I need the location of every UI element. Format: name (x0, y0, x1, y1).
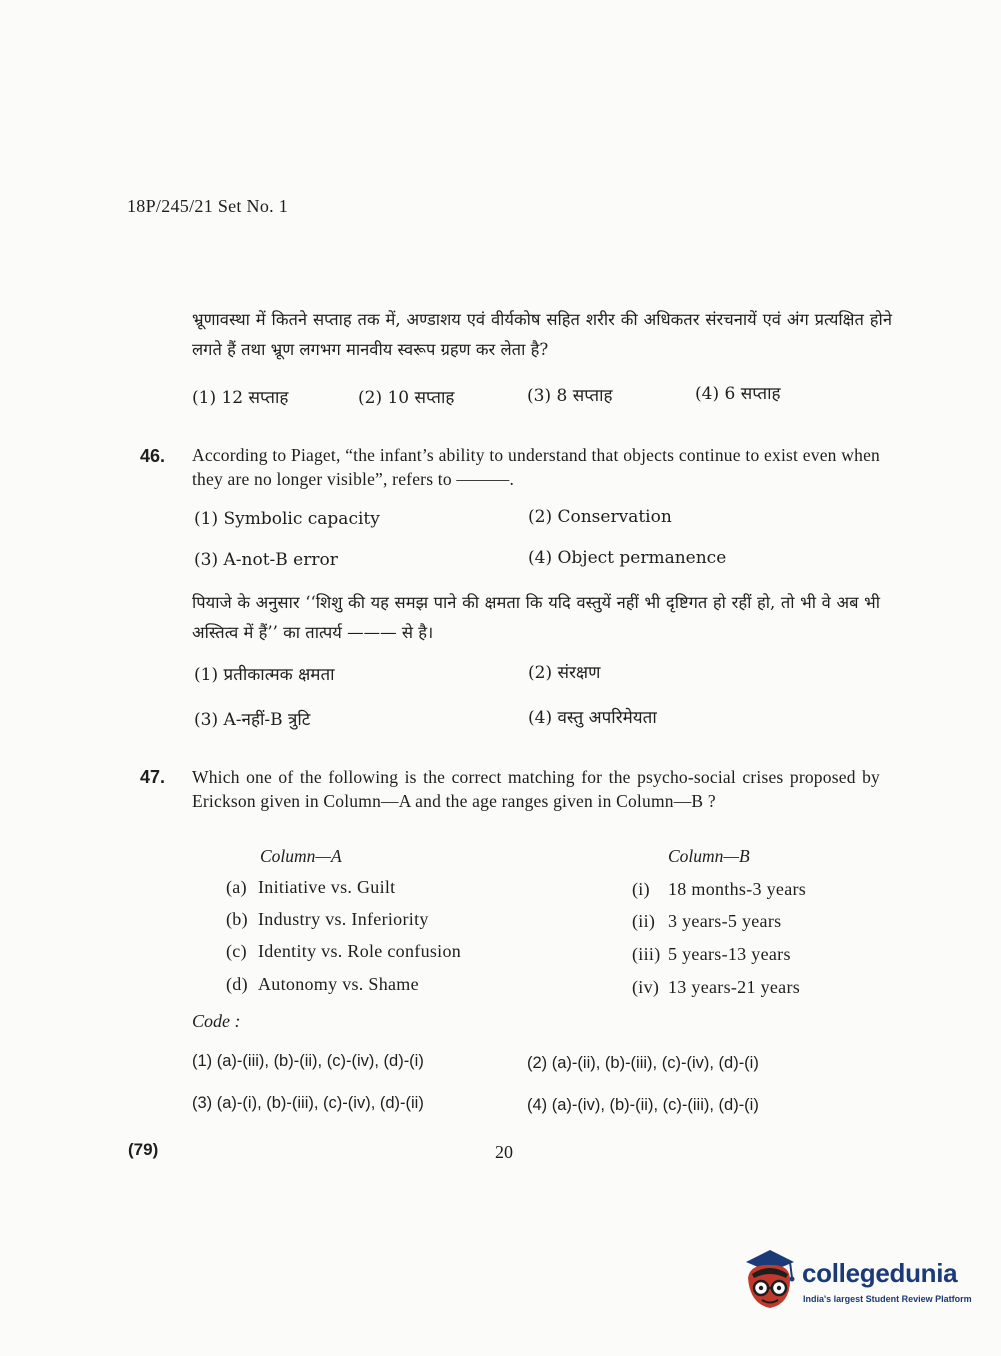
column-a-label: Identity vs. Role confusion (258, 941, 462, 961)
column-a-tag: (b) (226, 909, 248, 929)
column-b-item (632, 977, 800, 998)
column-b-item (632, 944, 791, 965)
q47-code-option-3: (3) (a)-(i), (b)-(iii), (c)-(iv), (d)-(ii) (192, 1094, 424, 1112)
q46-hindi-option-1: (1) प्रतीकात्मक क्षमता (194, 665, 335, 685)
page-number: 20 (495, 1142, 513, 1162)
column-a-item (226, 974, 419, 995)
code-label: Code : (192, 1011, 241, 1031)
column-b-label: 18 months-3 years (668, 879, 807, 899)
mascot-icon (740, 1248, 800, 1314)
brand-tagline: India's largest Student Review Platform (803, 1294, 972, 1304)
q46-number: 46. (140, 446, 166, 466)
column-b-tag: (iii) (632, 944, 661, 964)
q46-hindi-option-4: (4) वस्तु अपरिमेयता (528, 708, 657, 728)
page-code: (79) (128, 1140, 159, 1159)
q45-hindi-text: भ्रूणावस्था में कितने सप्ताह तक में, अण्डाशय एवं वीर्यकोष सहित शरीर की अधिकतर संरचनायें एवं अंग प्रत्यक्षित होने लगते हैं तथा भ्रूण लगभग मानवीय स्वरूप ग्रहण कर लेता है? (192, 310, 892, 359)
collegedunia-watermark (740, 1248, 970, 1320)
column-b-title: Column—B (668, 846, 750, 866)
q45-option-3: (3) 8 सप्ताह (527, 386, 613, 406)
column-a-title: Column—A (260, 846, 342, 866)
q46-option-4: (4) Object permanence (528, 548, 727, 568)
q47-code-option-1: (1) (a)-(iii), (b)-(ii), (c)-(iv), (d)-(i) (192, 1052, 424, 1070)
q46-hindi-option-3: (3) A-नहीं-B त्रुटि (194, 710, 311, 730)
column-a-label: Autonomy vs. Shame (258, 974, 419, 994)
column-b-label: 5 years-13 years (668, 944, 791, 964)
column-a-item (226, 877, 395, 898)
q46-hindi-option-2: (2) संरक्षण (528, 663, 601, 683)
q47-number: 47. (140, 767, 166, 787)
column-b-item (632, 879, 806, 900)
column-b-tag: (ii) (632, 911, 656, 931)
q46-option-2: (2) Conservation (528, 507, 672, 527)
q47-code-option-2: (2) (a)-(ii), (b)-(iii), (c)-(iv), (d)-(i) (527, 1054, 759, 1072)
column-b-item (632, 911, 781, 932)
brand-name: collegedunia (802, 1258, 958, 1288)
column-b-label: 3 years-5 years (668, 911, 782, 931)
column-a-tag: (a) (226, 877, 247, 897)
column-b-tag: (iv) (632, 977, 660, 997)
column-b-tag: (i) (632, 879, 650, 899)
column-b-label: 13 years-21 years (668, 977, 801, 997)
q45-option-1: (1) 12 सप्ताह (192, 388, 289, 408)
column-a-item (226, 941, 461, 962)
column-a-label: Industry vs. Inferiority (258, 909, 429, 929)
q45-option-4: (4) 6 सप्ताह (695, 384, 781, 404)
q46-option-3: (3) A-not-B error (194, 550, 338, 570)
set-number-header: 18P/245/21 Set No. 1 (127, 196, 289, 216)
column-a-tag: (c) (226, 941, 247, 961)
column-a-item (226, 909, 429, 930)
column-a-label: Initiative vs. Guilt (258, 877, 396, 897)
q45-option-2: (2) 10 सप्ताह (358, 388, 455, 408)
q46-hindi-text: पियाजे के अनुसार ‘‘शिशु की यह समझ पाने की क्षमता कि यदि वस्तुयें नहीं भी दृष्टिगत हो रहीं हो, तो भी वे अब भी अस्तित्व में हैं’’ का तात्पर्य ——— से है। (192, 593, 880, 642)
q47-text: Which one of the following is the correct matching for the psycho-social crises proposed by Erickson given in Column—A and the age ranges given in Column—B ? (192, 767, 880, 811)
q47-code-option-4: (4) (a)-(iv), (b)-(ii), (c)-(iii), (d)-(i) (527, 1096, 759, 1114)
q46-text: According to Piaget, “the infant’s ability to understand that objects continue to exist even when they are no longer visible”, refers to ———. (192, 445, 880, 489)
q46-option-1: (1) Symbolic capacity (194, 509, 380, 529)
column-a-tag: (d) (226, 974, 248, 994)
